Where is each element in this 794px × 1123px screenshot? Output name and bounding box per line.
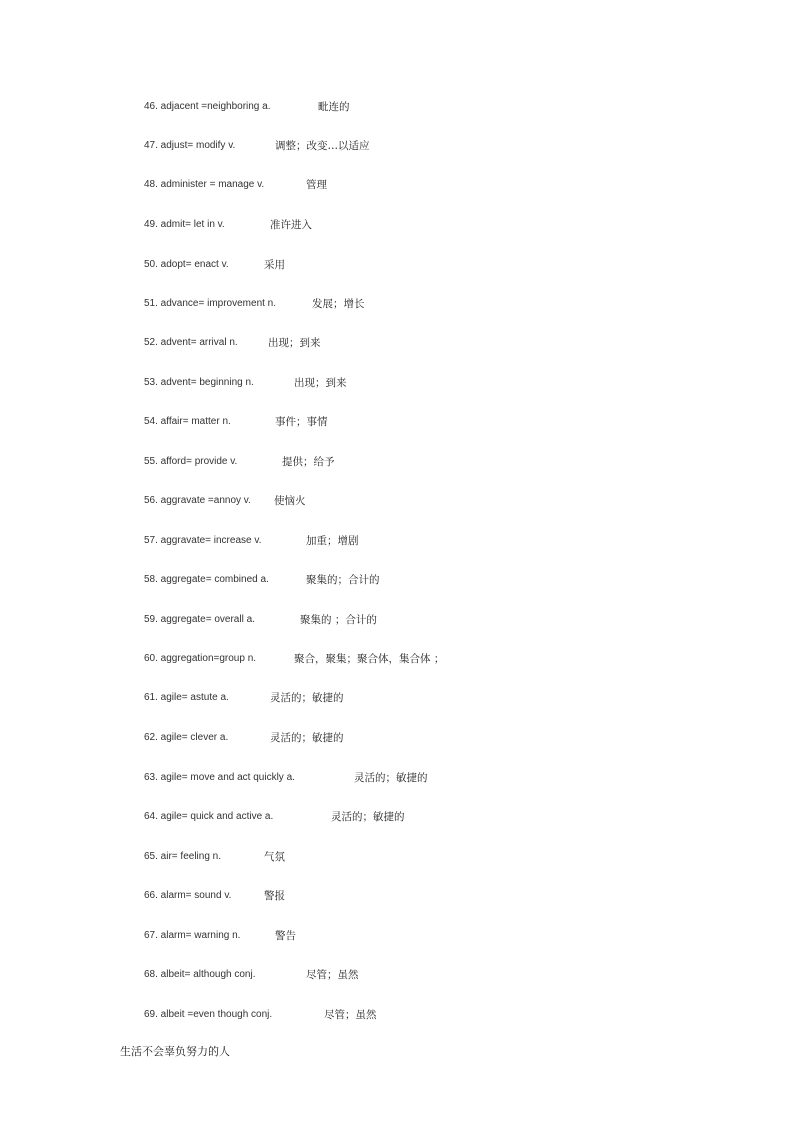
english-term: 61. agile= astute a. xyxy=(144,692,229,703)
chinese-meaning: 灵活的；敏捷的 xyxy=(270,732,344,744)
english-term: 68. albeit= although conj. xyxy=(144,969,256,980)
chinese-meaning: 尽管；虽然 xyxy=(324,1009,377,1021)
english-term: 67. alarm= warning n. xyxy=(144,930,241,941)
chinese-meaning: 灵活的；敏捷的 xyxy=(270,692,344,704)
english-term: 55. afford= provide v. xyxy=(144,456,238,467)
english-term: 69. albeit =even though conj. xyxy=(144,1009,273,1020)
chinese-meaning: 毗连的 xyxy=(318,101,350,113)
chinese-meaning: 聚合，聚集；聚合体，集合体 ； xyxy=(294,653,445,665)
chinese-meaning: 聚集的 ；合计的 xyxy=(300,614,377,626)
english-term: 49. admit= let in v. xyxy=(144,219,225,230)
english-term: 57. aggravate= increase v. xyxy=(144,535,262,546)
english-term: 65. air= feeling n. xyxy=(144,851,221,862)
english-term: 63. agile= move and act quickly a. xyxy=(144,772,295,783)
chinese-meaning: 发展；增长 xyxy=(312,298,365,310)
english-term: 56. aggravate =annoy v. xyxy=(144,495,251,506)
chinese-meaning: 气氛 xyxy=(264,851,285,863)
chinese-meaning: 出现；到来 xyxy=(268,337,321,349)
english-term: 62. agile= clever a. xyxy=(144,732,229,743)
chinese-meaning: 准许进入 xyxy=(270,219,312,231)
english-term: 53. advent= beginning n. xyxy=(144,377,254,388)
chinese-meaning: 事件；事情 xyxy=(275,416,328,428)
chinese-meaning: 管理 xyxy=(306,179,327,191)
english-term: 54. affair= matter n. xyxy=(144,416,231,427)
english-term: 58. aggregate= combined a. xyxy=(144,574,269,585)
english-term: 59. aggregate= overall a. xyxy=(144,614,255,625)
chinese-meaning: 聚集的；合计的 xyxy=(306,574,380,586)
english-term: 64. agile= quick and active a. xyxy=(144,811,274,822)
english-term: 51. advance= improvement n. xyxy=(144,298,277,309)
english-term: 52. advent= arrival n. xyxy=(144,337,238,348)
chinese-meaning: 警报 xyxy=(264,890,285,902)
chinese-meaning: 提供；给予 xyxy=(282,456,335,468)
chinese-meaning: 出现；到来 xyxy=(294,377,347,389)
chinese-meaning: 尽管；虽然 xyxy=(306,969,359,981)
chinese-meaning: 加重；增剧 xyxy=(306,535,359,547)
english-term: 46. adjacent =neighboring a. xyxy=(144,101,271,112)
chinese-meaning: 采用 xyxy=(264,259,285,271)
chinese-meaning: 调整；改变…以适应 xyxy=(275,140,370,152)
english-term: 60. aggregation=group n. xyxy=(144,653,257,664)
chinese-meaning: 使恼火 xyxy=(274,495,306,507)
english-term: 66. alarm= sound v. xyxy=(144,890,232,901)
english-term: 48. administer = manage v. xyxy=(144,179,265,190)
chinese-meaning: 灵活的；敏捷的 xyxy=(354,772,428,784)
english-term: 47. adjust= modify v. xyxy=(144,140,236,151)
chinese-meaning: 警告 xyxy=(275,930,296,942)
footer-motto: 生活不会辜负努力的人 xyxy=(120,1045,230,1058)
english-term: 50. adopt= enact v. xyxy=(144,259,229,270)
chinese-meaning: 灵活的；敏捷的 xyxy=(331,811,405,823)
